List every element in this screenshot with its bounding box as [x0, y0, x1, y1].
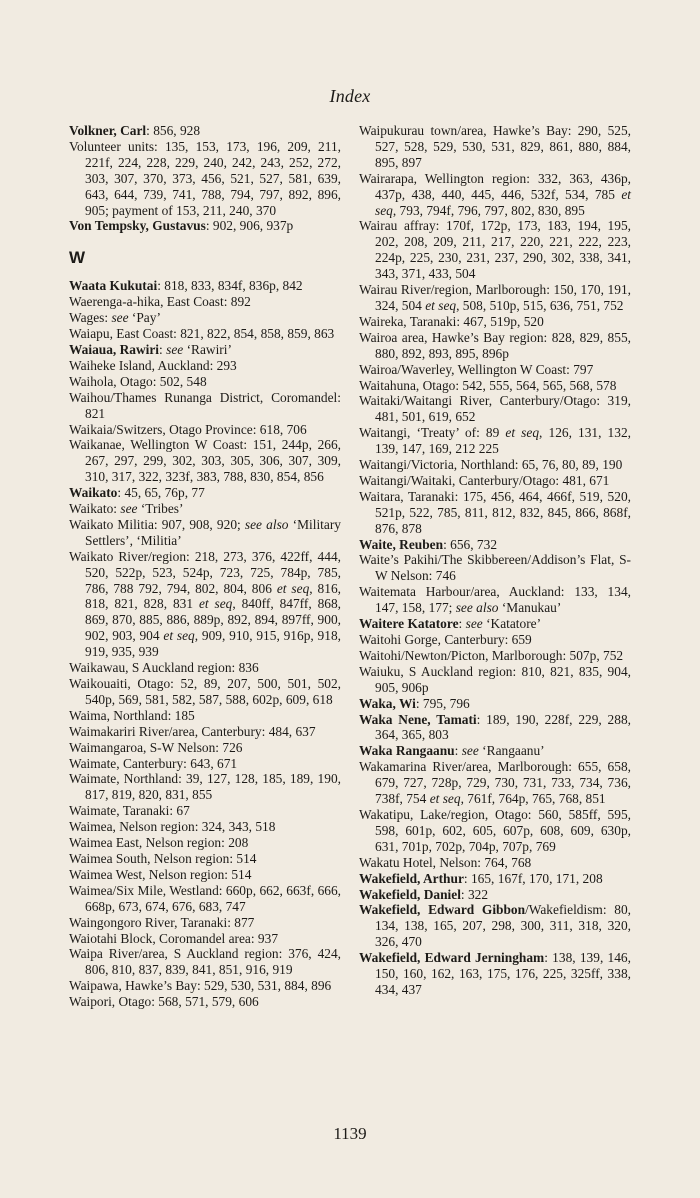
index-entry-name: Volkner, Carl	[69, 123, 147, 138]
index-entry-name: Waikato	[69, 485, 118, 501]
index-entry-name: Wakefield, Edward Jerningham	[359, 950, 545, 966]
index-entry-refs: : 322	[460, 886, 489, 902]
index-entry-name: Waitere Katatore	[359, 616, 459, 632]
index-entry: Waimate, Canterbury: 643, 671	[69, 755, 238, 771]
index-entry: Wairoa area, Hawke’s Bay region: 828, 829, 855, 880, 892, 893, 895, 896p	[359, 329, 631, 361]
index-entry: Waiheke Island, Auckland: 293	[69, 357, 237, 373]
index-entry-refs: : 656, 732	[443, 536, 498, 552]
index-entry: Volunteer units: 135, 153, 173, 196, 209, 211, 221f, 224, 228, 229, 240, 242, 243, 252, 272, 303, 307, 370, 373, 456, 521, 527, 581, 639, 643, 644, 739, 741, 788, 794, 797, 892, 896, 905; payment of 153, 211, 240, 370	[69, 138, 341, 218]
index-entry: Waimangaroa, S-W Nelson: 726	[69, 739, 243, 755]
index-entry: Waite’s Pakihi/The Skibbereen/Addison’s Flat, S-W Nelson: 746	[359, 552, 631, 584]
index-entry	[359, 537, 631, 553]
index-entry: Waerenga-a-hika, East Coast: 892	[69, 294, 251, 310]
index-entry	[69, 485, 341, 501]
index-entry	[359, 712, 631, 744]
index-entry	[359, 902, 631, 950]
index-entry: Waiapu, East Coast: 821, 822, 854, 858, 859, 863	[69, 326, 335, 342]
index-entry: Waikanae, Wellington W Coast: 151, 244p, 266, 267, 297, 299, 302, 303, 305, 306, 307, 309, 310, 317, 322, 323f, 383, 788, 830, 854, 856	[69, 437, 341, 485]
index-entry: Wakamarina River/area, Marlborough: 655, 658, 679, 727, 728p, 729, 730, 731, 733, 734, 736, 738f, 754 et seq, 761f, 764p, 765, 768, 851	[359, 759, 631, 807]
index-entry: Waitangi/Victoria, Northland: 65, 76, 80, 89, 190	[359, 457, 623, 473]
index-entry-name: Wakefield, Daniel	[359, 886, 461, 902]
index-entry: Waihola, Otago: 502, 548	[69, 373, 207, 389]
index-entry-name: Waka, Wi	[359, 695, 416, 711]
index-entry-name: Wakefield, Edward Gibbon	[359, 902, 526, 918]
index-entry: Waipukurau town/area, Hawke’s Bay: 290, 525, 527, 528, 529, 530, 531, 829, 861, 880, 884, 895, 897	[359, 123, 631, 170]
index-entry	[359, 871, 631, 887]
index-entry: Waikato: see ‘Tribes’	[69, 501, 184, 517]
index-entry: Waitangi, ‘Treaty’ of: 89 et seq, 126, 131, 132, 139, 147, 169, 212 225	[359, 425, 631, 457]
index-entry: Waikato River/region: 218, 273, 376, 422ff, 444, 520, 522p, 523, 524p, 723, 725, 784p, 785, 786, 788 792, 794, 802, 804, 806 et seq, 816, 818, 821, 828, 831 et seq, 840ff, 847ff, 868, 869, 870, 885, 886, 889p, 892, 894, 897ff, 900, 902, 903, 904 et seq, 909, 910, 915, 916p, 918, 919, 935, 939	[69, 548, 341, 660]
index-entry-refs: : see ‘Rawiri’	[159, 341, 232, 357]
index-entry: Waikaia/Switzers, Otago Province: 618, 706	[69, 421, 307, 437]
index-entry: Wairoa/Waverley, Wellington W Coast: 797	[359, 361, 594, 377]
index-entry: Waipa River/area, S Auckland region: 376, 424, 806, 810, 837, 839, 841, 851, 916, 919	[69, 946, 341, 978]
index-entry-refs: : 165, 167f, 170, 171, 208	[463, 870, 603, 886]
index-column-right	[359, 123, 631, 998]
index-column-left	[69, 123, 341, 1010]
index-entry: Wakatipu, Lake/region, Otago: 560, 585ff, 595, 598, 601p, 602, 605, 607p, 608, 609, 630p, 631, 701p, 702p, 704p, 707p, 769	[359, 806, 631, 854]
index-entry: Waimate, Taranaki: 67	[69, 803, 190, 819]
index-entry: Waipori, Otago: 568, 571, 579, 606	[69, 994, 259, 1010]
index-entry	[359, 743, 631, 759]
index-entry	[359, 616, 631, 632]
index-entry: Waireka, Taranaki: 467, 519p, 520	[359, 313, 544, 329]
index-entry: Waimea East, Nelson region: 208	[69, 835, 249, 851]
index-entry-refs: : 138, 139, 146, 150, 160, 162, 163, 175, 176, 225, 325ff, 338, 434, 437	[375, 950, 631, 997]
index-entry: Waingongoro River, Taranaki: 877	[69, 914, 255, 930]
page-title: Index	[329, 86, 371, 106]
index-entry: Wakatu Hotel, Nelson: 764, 768	[359, 854, 532, 870]
index-entry: Waimea South, Nelson region: 514	[69, 850, 257, 866]
index-entry: Waimea/Six Mile, Westland: 660p, 662, 663f, 666, 668p, 673, 674, 676, 683, 747	[69, 882, 341, 914]
index-entry: Waikouaiti, Otago: 52, 89, 207, 500, 501, 502, 540p, 569, 581, 582, 587, 588, 602p, 609, 618	[69, 676, 341, 707]
index-entry: Waitaki/Waitangi River, Canterbury/Otago: 319, 481, 501, 619, 652	[359, 393, 631, 425]
index-entry-refs: : see ‘Rangaanu’	[454, 743, 545, 759]
index-entry: Waitohi Gorge, Canterbury: 659	[359, 632, 532, 647]
index-entry: Waiotahi Block, Coromandel area: 937	[69, 930, 279, 946]
index-entry	[359, 887, 631, 903]
index-letter-heading: W	[69, 248, 86, 268]
index-entry: Waikawau, S Auckland region: 836	[69, 660, 259, 676]
index-entry-refs: : see ‘Katatore’	[458, 616, 542, 632]
index-entry: Waihou/Thames Runanga District, Coromandel: 821	[69, 389, 341, 421]
index-entry-refs: : 795, 796	[415, 695, 470, 711]
index-entry: Wairau River/region, Marlborough: 150, 170, 191, 324, 504 et seq, 508, 510p, 515, 636, 751, 752	[359, 282, 631, 313]
index-entry	[359, 950, 631, 998]
index-entry: Wages: see ‘Pay’	[69, 310, 161, 326]
index-entry: Waitangi/Waitaki, Canterbury/Otago: 481, 671	[359, 472, 610, 488]
index-entry-name: Waata Kukutai	[69, 278, 158, 294]
index-entry-name: Waka Rangaanu	[359, 743, 455, 759]
index-entry-refs: : 902, 906, 937p	[205, 218, 294, 234]
index-entry: Waiuku, S Auckland region: 810, 821, 835, 904, 905, 906p	[359, 663, 631, 695]
index-entry: Waitemata Harbour/area, Auckland: 133, 134, 147, 158, 177; see also ‘Manukau’	[359, 584, 631, 616]
index-entry: Waikato Militia: 907, 908, 920; see also ‘Military Settlers’, ‘Militia’	[69, 516, 341, 548]
index-entry-name: Wakefield, Arthur	[359, 870, 464, 886]
index-entry	[69, 123, 341, 139]
page-number: 1139	[333, 1124, 367, 1143]
index-entry: Waimate, Northland: 39, 127, 128, 185, 189, 190, 817, 819, 820, 831, 855	[69, 771, 341, 803]
index-entry	[69, 278, 341, 294]
index-entry-name: Von Tempsky, Gustavus	[69, 218, 206, 234]
index-entry-refs: : 189, 190, 228f, 229, 288, 364, 365, 803	[375, 711, 631, 743]
index-entry: Waipawa, Hawke’s Bay: 529, 530, 531, 884, 896	[69, 978, 332, 994]
index-entry: Waitohi/Newton/Picton, Marlborough: 507p, 752	[359, 647, 624, 663]
index-entry	[69, 218, 341, 234]
index-entry-name: Waka Nene, Tamati	[359, 711, 477, 727]
index-entry	[359, 696, 631, 712]
index-entry: Waimakariri River/area, Canterbury: 484, 637	[69, 723, 316, 739]
index-entry-refs: : 45, 65, 76p, 77	[117, 485, 205, 501]
index-entry: Wairau affray: 170f, 172p, 173, 183, 194, 195, 202, 208, 209, 211, 217, 220, 221, 222, 223, 224p, 225, 230, 231, 237, 290, 302, 338, 341, 343, 371, 433, 504	[359, 218, 631, 282]
index-entry: Waitahuna, Otago: 542, 555, 564, 565, 568, 578	[359, 377, 617, 393]
index-entry: Waima, Northland: 185	[69, 707, 195, 723]
index-entry: Waimea West, Nelson region: 514	[69, 866, 252, 882]
index-entry-refs: : 818, 833, 834f, 836p, 842	[157, 278, 303, 294]
index-entry-name: Waite, Reuben	[359, 536, 444, 552]
index-entry-name: Waiaua, Rawiri	[69, 341, 160, 357]
index-entry: Wairarapa, Wellington region: 332, 363, 436p, 437p, 438, 440, 445, 446, 532f, 534, 785 et seq, 793, 794f, 796, 797, 802, 830, 895	[359, 170, 631, 218]
index-entry-refs: : 856, 928	[146, 123, 201, 138]
index-entry	[69, 342, 341, 358]
index-entry: Waitara, Taranaki: 175, 456, 464, 466f, 519, 520, 521p, 522, 785, 811, 812, 832, 845, 866, 868f, 876, 878	[359, 488, 631, 536]
index-entry: Waimea, Nelson region: 324, 343, 518	[69, 819, 276, 835]
index-entry-refs: /Wakefieldism: 80, 134, 138, 165, 207, 298, 300, 311, 318, 320, 326, 470	[375, 902, 631, 950]
